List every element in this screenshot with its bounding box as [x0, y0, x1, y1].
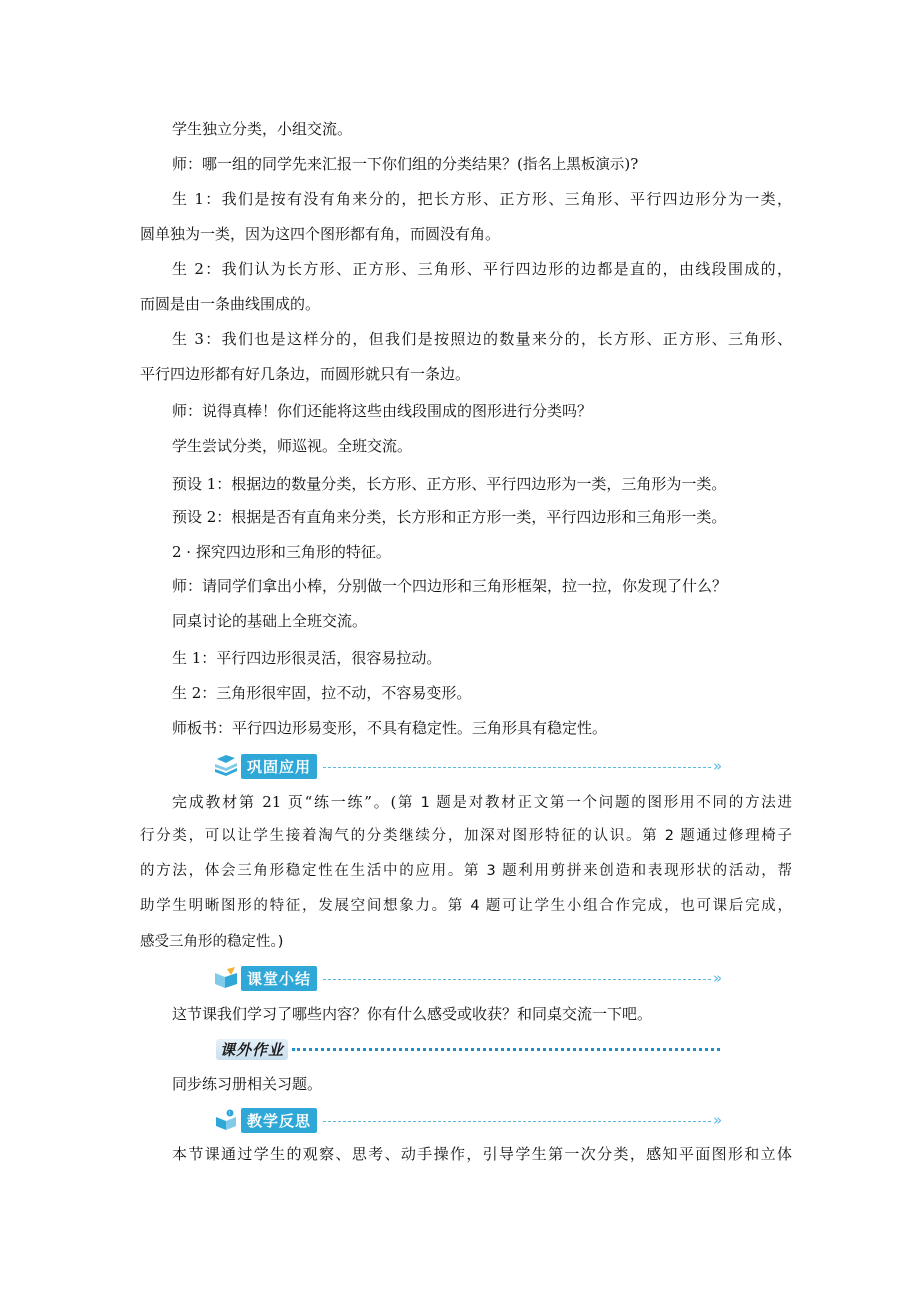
section-title: 教学反思 — [241, 1108, 317, 1133]
paragraph-note: 第 1 题是对教材正文第一个问题的图形用不同的方法进 — [396, 795, 792, 811]
paragraph-continuation — [140, 861, 792, 881]
section-divider — [323, 979, 711, 980]
paragraph-line: 助学生明晰图形的特征，发展空间想象力。第 4 题可让学生小组合作完成，也可课后完成， — [140, 898, 792, 914]
paragraph: 学生独立分类，小组交流。 — [172, 120, 353, 138]
svg-text:!: ! — [228, 1111, 231, 1117]
paragraph-text: )? — [624, 155, 639, 173]
paragraph: 师板书：平行四边形易变形，不具有稳定性。三角形具有稳定性。 — [172, 719, 608, 737]
paragraph-line — [172, 792, 792, 813]
paragraph: 生 2：三角形很牢固，拉不动，不容易变形。 — [172, 684, 472, 702]
paragraph-continuation: 感受三角形的稳定性。) — [140, 934, 284, 950]
section-title: 课堂小结 — [241, 966, 317, 991]
paragraph — [172, 259, 792, 279]
paragraph-continuation: 而圆是由一条曲线围成的。 — [140, 295, 321, 313]
paragraph: 预设 2：根据是否有直角来分类，长方形和正方形一类，平行四边形和三角形一类。 — [172, 508, 727, 526]
paragraph: 学生尝试分类，师巡视。全班交流。 — [172, 437, 413, 455]
section-header-homework — [216, 1036, 720, 1062]
section-title: 巩固应用 — [241, 754, 317, 779]
paragraph: 预设 1：根据边的数量分类，长方形、正方形、平行四边形为一类，三角形为一类。 — [172, 475, 727, 493]
section-title: 课外作业 — [216, 1039, 288, 1060]
paragraph-continuation: 圆单独为一类，因为这四个图形都有角，而圆没有角。 — [140, 225, 501, 243]
paragraph — [172, 329, 792, 349]
pencil-book-icon — [213, 967, 239, 989]
section-divider — [292, 1048, 720, 1051]
paragraph-continuation — [140, 826, 792, 846]
section-divider — [323, 1121, 711, 1122]
double-chevron-right-icon: » — [713, 969, 723, 987]
section-header-reflection — [213, 1107, 722, 1133]
paragraph-line: 的方法，体会三角形稳定性在生活中的应用。第 3 题利用剪拼来创造和表现形状的活动，帮 — [140, 863, 792, 879]
section-header-summary — [213, 965, 722, 991]
paragraph — [172, 1144, 792, 1164]
paragraph: 同步练习册相关习题。 — [172, 1075, 323, 1093]
paragraph-line: 生 1：我们是按有没有角来分的，把长方形、正方形、三角形、平行四边形分为一类， — [172, 190, 792, 208]
section-divider — [323, 767, 711, 768]
double-chevron-right-icon: » — [713, 1111, 723, 1129]
paragraph-note: 指名上黑板演示 — [522, 157, 625, 173]
paragraph — [172, 792, 792, 813]
paragraph-text: 完成教材第 21 页“练一练”。( — [172, 793, 397, 811]
paragraph-continuation: 平行四边形都有好几条边，而圆形就只有一条边。 — [140, 365, 471, 383]
paragraph-text: 师：哪一组的同学先来汇报一下你们组的分类结果？( — [172, 155, 523, 173]
paragraph: 2 · 探究四边形和三角形的特征。 — [172, 543, 391, 561]
paragraph — [172, 154, 824, 175]
paragraph: 生 1：平行四边形很灵活，很容易拉动。 — [172, 649, 442, 667]
paragraph: 师：请同学们拿出小棒，分别做一个四边形和三角形框架，拉一拉，你发现了什么？ — [172, 577, 728, 595]
paragraph-line: 行分类，可以让学生接着淘气的分类继续分，加深对图形特征的认识。第 2 题通过修理椅子 — [140, 828, 792, 844]
section-header-consolidate — [213, 753, 722, 779]
paragraph: 师：说得真棒！你们还能将这些由线段围成的图形进行分类吗？ — [172, 402, 593, 420]
paragraph — [172, 189, 792, 209]
thinking-book-icon — [213, 1109, 239, 1131]
paragraph: 这节课我们学习了哪些内容？你有什么感受或收获？和同桌交流一下吧。 — [172, 1005, 653, 1023]
paragraph-continuation — [140, 896, 792, 916]
paragraph: 同桌讨论的基础上全班交流。 — [172, 612, 368, 630]
paragraph-line: 生 2：我们认为长方形、正方形、三角形、平行四边形的边都是直的，由线段围成的， — [172, 260, 792, 278]
double-chevron-right-icon: » — [713, 757, 723, 775]
book-stack-icon — [213, 755, 239, 777]
paragraph-line: 生 3：我们也是这样分的，但我们是按照边的数量来分的，长方形、正方形、三角形、 — [172, 330, 792, 348]
paragraph-line: 本节课通过学生的观察、思考、动手操作，引导学生第一次分类，感知平面图形和立体 — [172, 1145, 792, 1163]
